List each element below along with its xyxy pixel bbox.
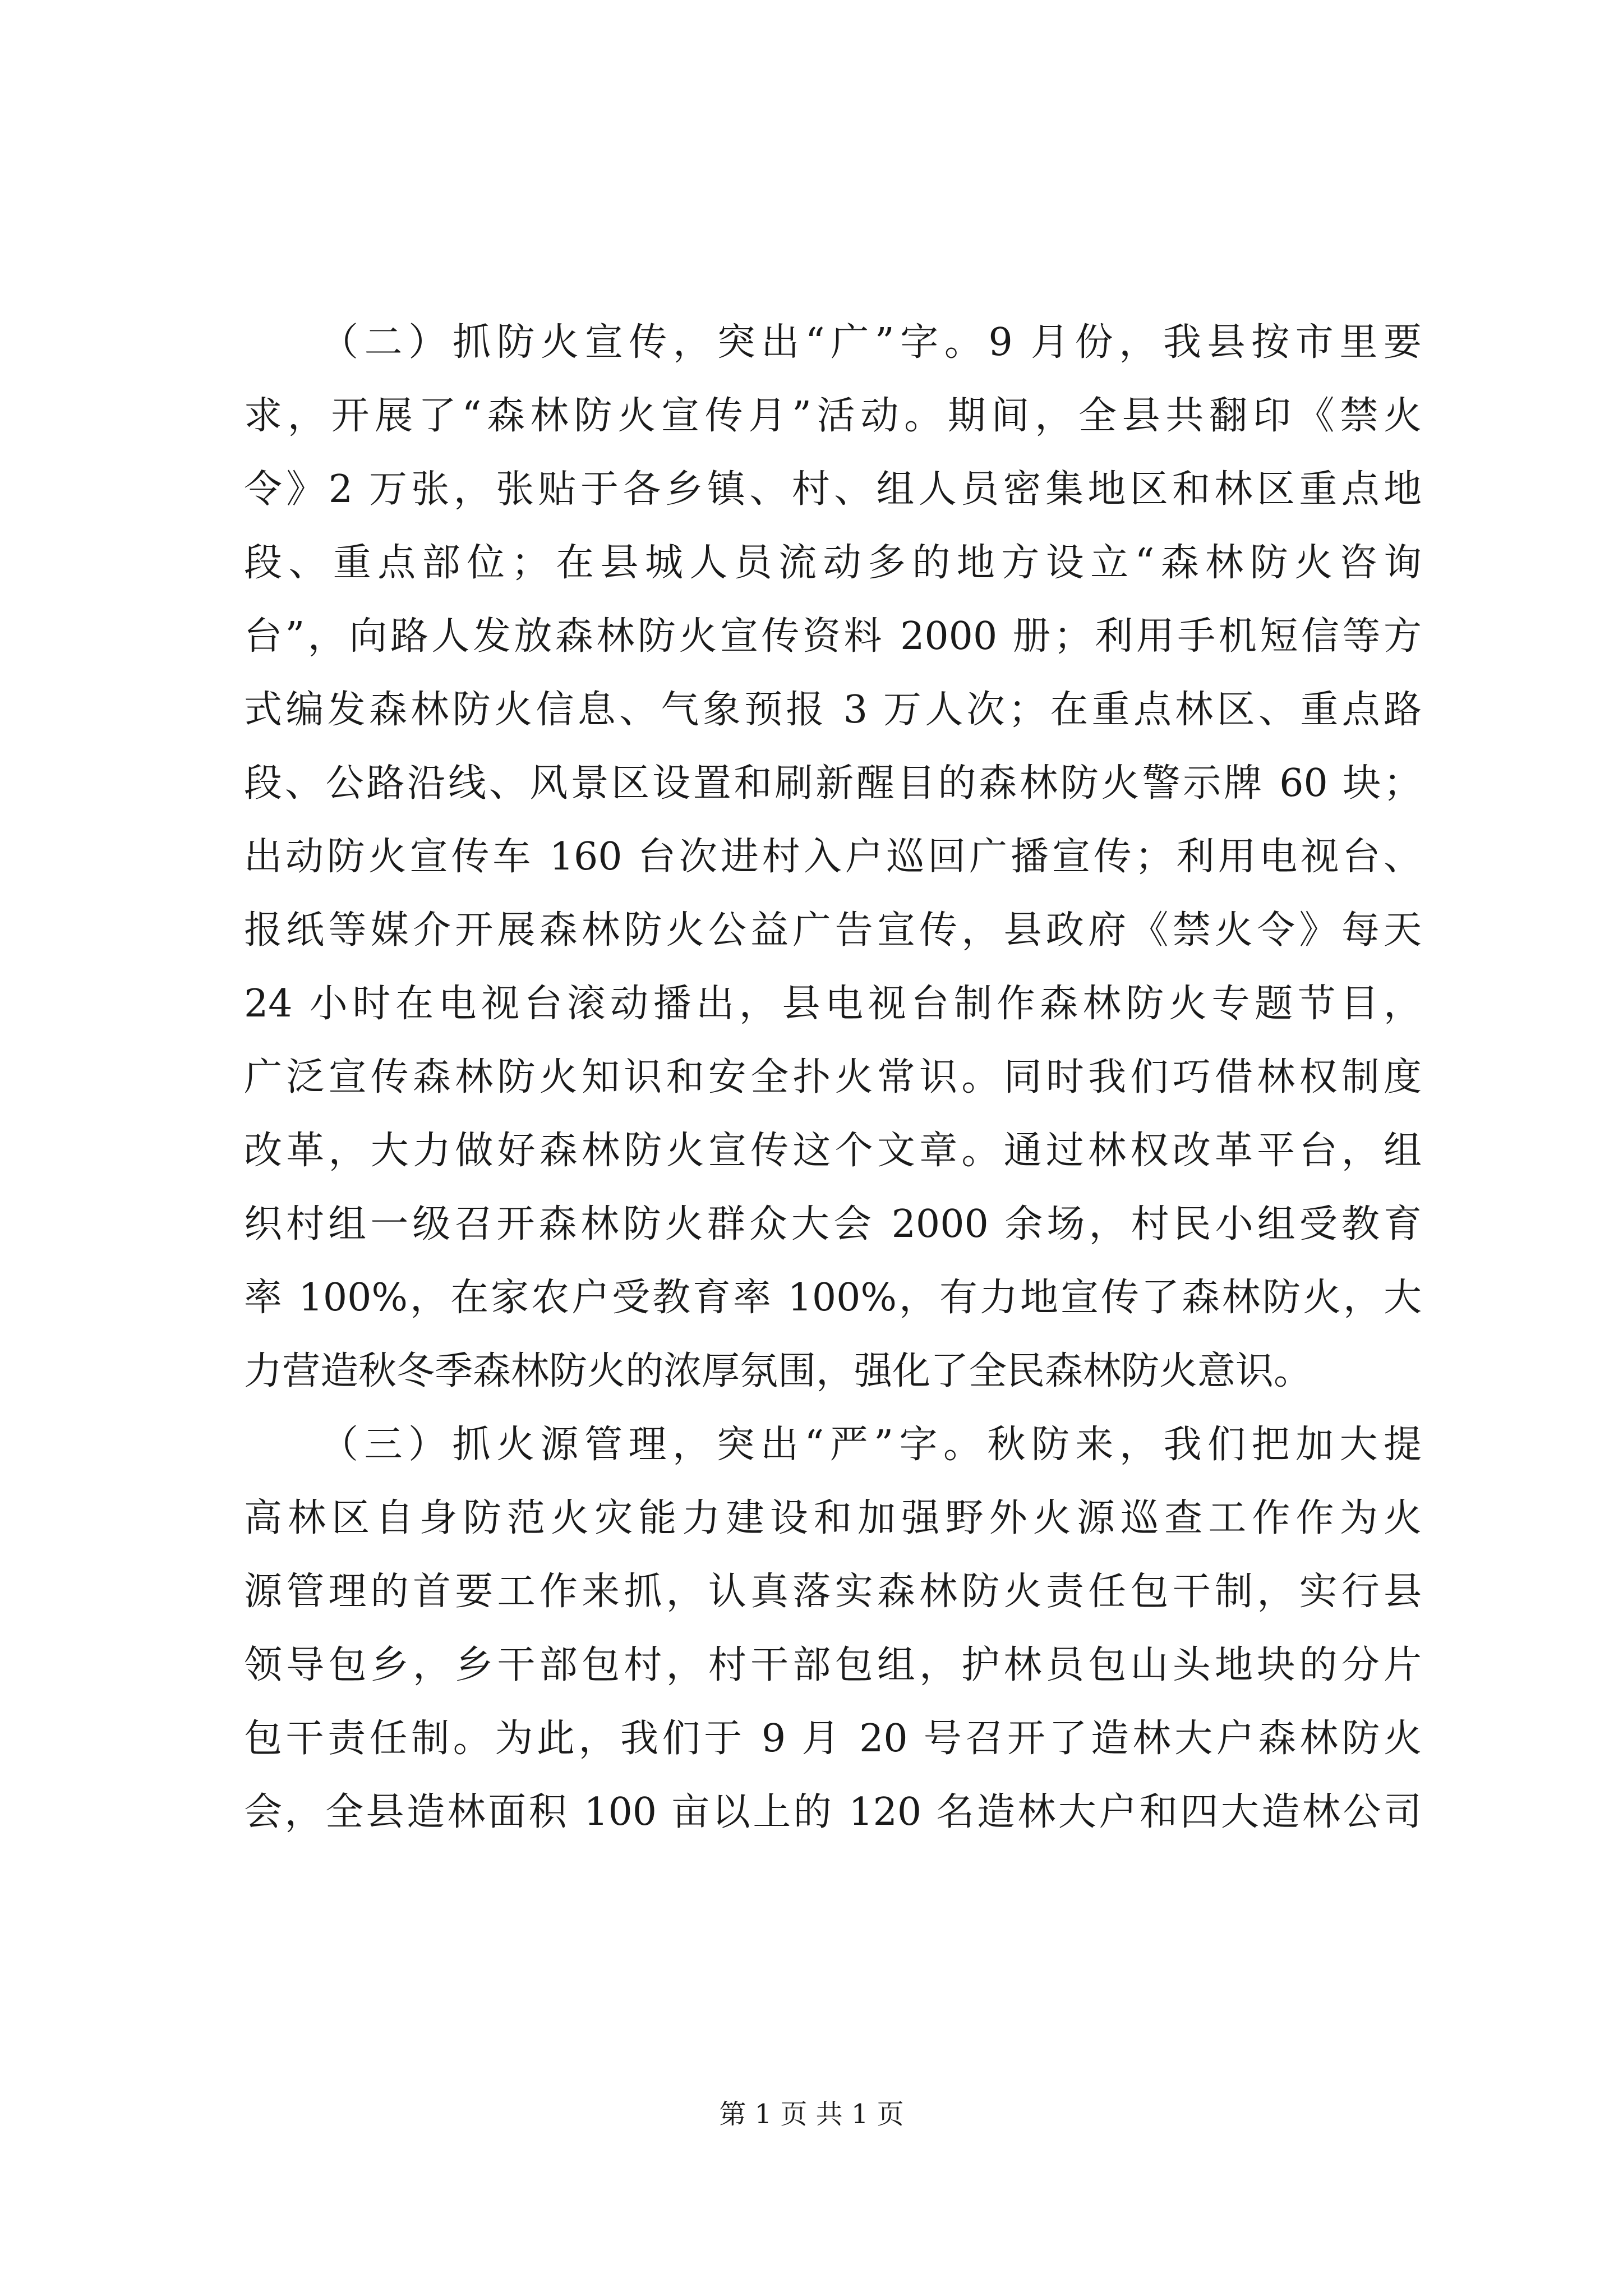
document-body [244,306,1422,1849]
text-line: 会，全县造林面积 100 亩以上的 120 名造林大户和四大造林公司 [244,1790,1422,1834]
text-line: 广泛宣传森林防火知识和安全扑火常识。同时我们巧借林权制度 [244,1055,1422,1099]
text-line: （三）抓火源管理，突出“严”字。秋防来，我们把加大提 [320,1423,1422,1467]
text-line: 段、公路沿线、风景区设置和刷新醒目的森林防火警示牌 60 块； [244,761,1422,806]
text-line: 高林区自身防范火灾能力建设和加强野外火源巡查工作作为火 [244,1496,1422,1540]
text-line: 源管理的首要工作来抓，认真落实森林防火责任包干制，实行县 [244,1570,1422,1614]
text-line: 出动防火宣传车 160 台次进村入户巡回广播宣传；利用电视台、 [244,835,1422,879]
text-line: 力营造秋冬季森林防火的浓厚氛围，强化了全民森林防火意识。 [244,1349,1312,1393]
page-footer [0,2092,1623,2131]
text-line: 报纸等媒介开展森林防火公益广告宣传，县政府《禁火令》每天 [244,908,1422,953]
text-line: 24 小时在电视台滚动播出，县电视台制作森林防火专题节目， [244,982,1422,1026]
paragraph [244,306,1422,1408]
text-line: 段、重点部位；在县城人员流动多的地方设立“森林防火咨询 [244,541,1422,585]
text-line: 织村组一级召开森林防火群众大会 2000 余场，村民小组受教育 [244,1202,1422,1246]
page-number: 第 1 页 共 1 页 [719,2099,904,2130]
text-line: 台”，向路人发放森林防火宣传资料 2000 册；利用手机短信等方 [244,614,1422,659]
text-line: 率 100%，在家农户受教育率 100%，有力地宣传了森林防火，大 [244,1276,1422,1320]
paragraph [244,1408,1422,1849]
text-line: 领导包乡，乡干部包村，村干部包组，护林员包山头地块的分片 [244,1643,1422,1687]
text-line: 改革，大力做好森林防火宣传这个文章。通过林权改革平台，组 [244,1129,1422,1173]
text-line: 式编发森林防火信息、气象预报 3 万人次；在重点林区、重点路 [244,688,1422,732]
text-line: 求，开展了“森林防火宣传月”活动。期间，全县共翻印《禁火 [244,394,1422,438]
text-line: 令》2 万张，张贴于各乡镇、村、组人员密集地区和林区重点地 [244,467,1422,512]
text-line: （二）抓防火宣传，突出“广”字。9 月份，我县按市里要 [320,320,1422,365]
text-line: 包干责任制。为此，我们于 9 月 20 号召开了造林大户森林防火 [244,1717,1422,1761]
